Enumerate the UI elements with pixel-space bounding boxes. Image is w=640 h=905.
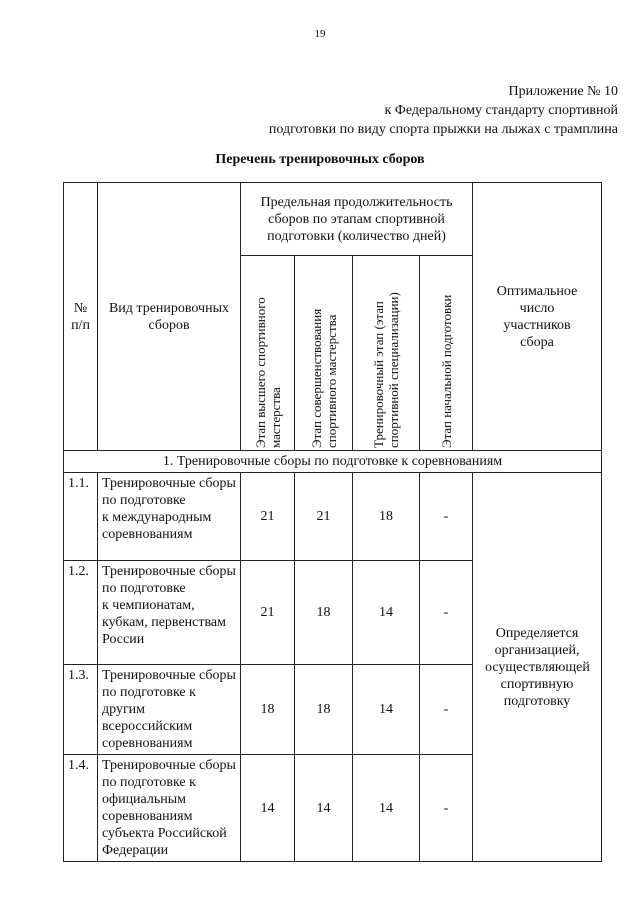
section-title: 1. Тренировочные сборы по подготовке к соревнованиям: [64, 451, 602, 473]
page-number: 19: [314, 28, 326, 40]
row-number: 1.3.: [64, 665, 98, 755]
header-number: № п/п: [64, 183, 98, 451]
row-value-stage-3: 14: [353, 755, 420, 862]
header-kind: Вид тренировочных сборов: [98, 183, 241, 451]
appendix-line-3: подготовки по виду спорта прыжки на лыжах с трамплина: [268, 122, 618, 137]
header-stage-2-text: Этап совершенствования спортивного мастерства: [308, 308, 339, 448]
appendix-header: [269, 82, 618, 139]
header-stage-1-text: Этап высшего спортивного мастерства: [252, 297, 283, 448]
row-value-stage-3: 14: [353, 561, 420, 665]
row-name: Тренировочные сборы по подготовке к чемпионатам, кубкам, первенствам России: [98, 561, 241, 665]
header-duration: Предельная продолжительность сборов по этапам спортивной подготовки (количество дней): [241, 183, 473, 256]
row-name: Тренировочные сборы по подготовке к другим всероссийским соревнованиям: [98, 665, 241, 755]
row-value-stage-4: -: [420, 755, 473, 862]
header-participants: Оптимальное число участников сбора: [473, 183, 602, 451]
row-value-stage-4: -: [420, 665, 473, 755]
section-row: [64, 451, 602, 473]
header-stage-3: [353, 256, 420, 451]
header-stage-4-text: Этап начальной подготовки: [438, 294, 454, 448]
header-stage-1: [241, 256, 295, 451]
row-value-stage-2: 18: [295, 665, 353, 755]
appendix-line-2: к Федеральному стандарту спортивной: [384, 103, 618, 118]
row-value-stage-1: 21: [241, 473, 295, 561]
row-value-stage-2: 14: [295, 755, 353, 862]
row-value-stage-3: 14: [353, 665, 420, 755]
row-value-stage-1: 21: [241, 561, 295, 665]
row-value-stage-2: 18: [295, 561, 353, 665]
header-row-1: [64, 183, 602, 256]
row-value-stage-2: 21: [295, 473, 353, 561]
row-name: Тренировочные сборы по подготовке к официальным соревнованиям субъекта Российской Федерации: [98, 755, 241, 862]
appendix-line-1: Приложение № 10: [508, 84, 618, 99]
row-number: 1.2.: [64, 561, 98, 665]
row-value-stage-1: 14: [241, 755, 295, 862]
row-value-stage-4: -: [420, 473, 473, 561]
document-title: Перечень тренировочных сборов: [215, 152, 425, 167]
row-name: Тренировочные сборы по подготовке к международным соревнованиям: [98, 473, 241, 561]
row-value-stage-4: -: [420, 561, 473, 665]
row-value-stage-3: 18: [353, 473, 420, 561]
row-number: 1.4.: [64, 755, 98, 862]
header-stage-2: [295, 256, 353, 451]
header-stage-3-text: Тренировочный этап (этап спортивной специализации): [371, 292, 401, 448]
row-value-stage-1: 18: [241, 665, 295, 755]
training-camps-table: [63, 182, 602, 862]
row-number: 1.1.: [64, 473, 98, 561]
participants-value: Определяется организацией, осуществляющей спортивную подготовку: [473, 473, 602, 862]
header-stage-4: [420, 256, 473, 451]
table-row: [64, 473, 602, 561]
